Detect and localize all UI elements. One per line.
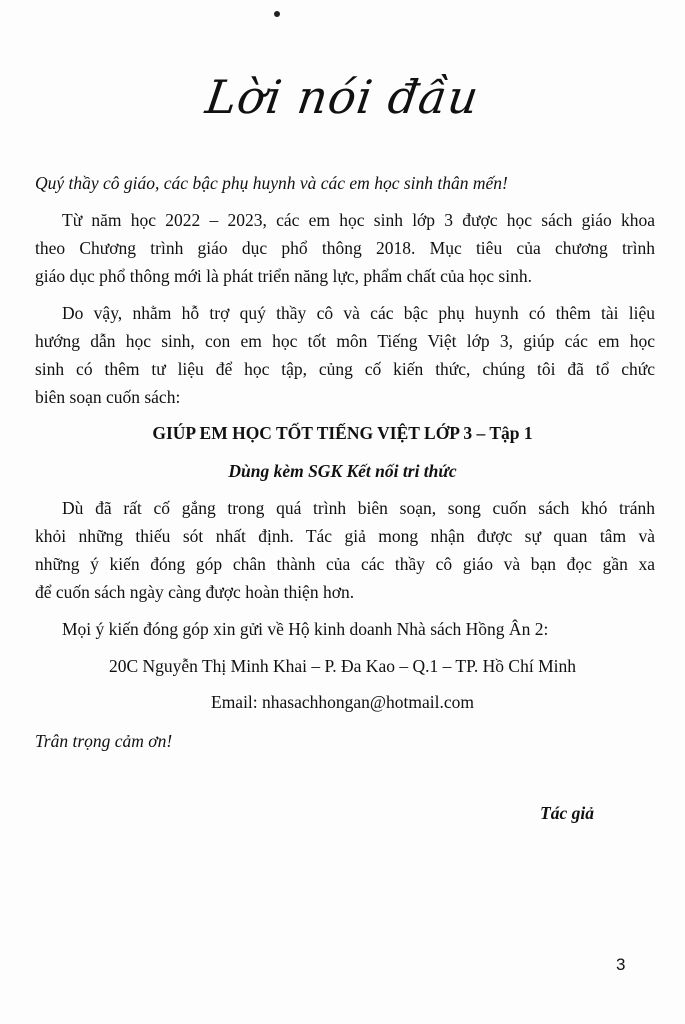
para3-line-2: khỏi những thiếu sót nhất định. Tác giả mong nhận được sự quan tâm và — [35, 526, 655, 546]
top-dot-mark — [274, 11, 280, 17]
para2-line-2: hướng dẫn học sinh, con em học tốt môn Tiếng Việt lớp 3, giúp các em học — [35, 331, 655, 351]
para1-line-1: Từ năm học 2022 – 2023, các em học sinh lớp 3 được học sách giáo khoa — [62, 210, 655, 230]
para2-line-1: Do vậy, nhằm hỗ trợ quý thầy cô và các bậc phụ huynh có thêm tài liệu — [62, 303, 655, 323]
book-subtitle: Dùng kèm SGK Kết nối tri thức — [228, 461, 457, 481]
para3-line-3: những ý kiến đóng góp chân thành của các thầy cô giáo và bạn đọc gần xa — [35, 554, 655, 574]
salutation: Quý thầy cô giáo, các bậc phụ huynh và các em học sinh thân mến! — [35, 173, 508, 193]
address: 20C Nguyễn Thị Minh Khai – P. Đa Kao – Q.1 – TP. Hồ Chí Minh — [108, 656, 576, 676]
para1-line-2: theo Chương trình giáo dục phổ thông 2018. Mục tiêu của chương trình — [35, 238, 655, 258]
para3-line-4: để cuốn sách ngày càng được hoàn thiện hơn. — [35, 582, 355, 602]
para2-line-4: biên soạn cuốn sách: — [35, 387, 181, 407]
para3-line-1: Dù đã rất cố gắng trong quá trình biên soạn, song cuốn sách khó tránh — [62, 498, 655, 518]
page-title: Lời nói đầu — [202, 70, 483, 124]
page-number: 3 — [616, 955, 626, 974]
book-title: GIÚP EM HỌC TỐT TIẾNG VIỆT LỚP 3 – Tập 1 — [152, 423, 533, 443]
para2-line-3: sinh có thêm tư liệu để học tập, củng cố kiến thức, chúng tôi đã tổ chức — [35, 359, 655, 379]
contact-intro: Mọi ý kiến đóng góp xin gửi về Hộ kinh doanh Nhà sách Hồng Ân 2: — [62, 619, 549, 639]
signature: Tác giả — [540, 803, 594, 823]
para1-line-3: giáo dục phổ thông mới là phát triển năng lực, phẩm chất của học sinh. — [35, 266, 532, 286]
closing: Trân trọng cảm ơn! — [35, 731, 173, 751]
email: Email: nhasachhongan@hotmail.com — [211, 692, 474, 712]
